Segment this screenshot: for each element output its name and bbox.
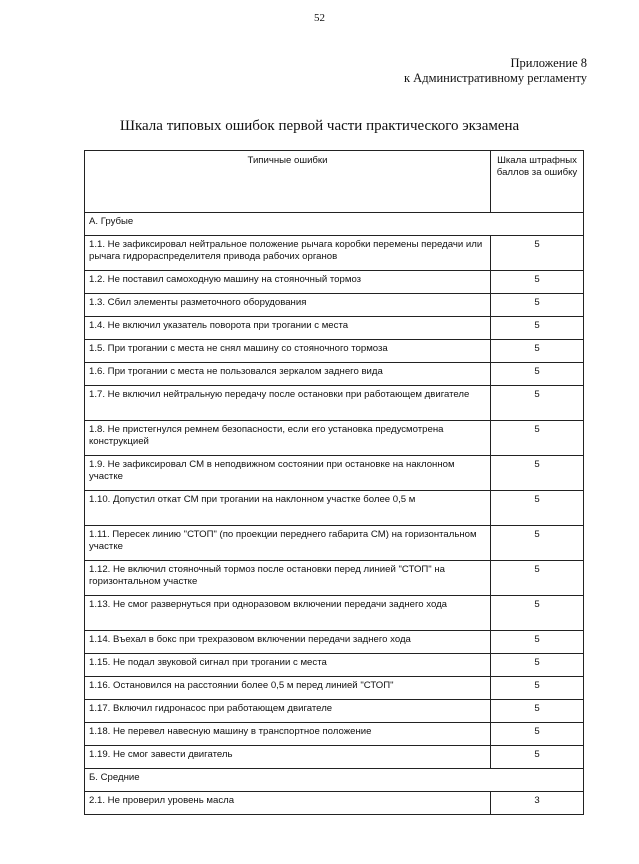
penalty-score: 5 [491, 456, 584, 491]
error-description: 1.3. Сбил элементы разметочного оборудования [85, 294, 491, 317]
header-errors: Типичные ошибки [85, 151, 491, 213]
table-row [85, 294, 584, 317]
error-description: 1.7. Не включил нейтральную передачу после остановки при работающем двигателе [85, 386, 491, 421]
error-description: 1.1. Не зафиксировал нейтральное положение рычага коробки перемены передачи или рычага гидрораспределителя привода рабочих органов [85, 236, 491, 271]
penalty-score: 5 [491, 746, 584, 769]
section-title: А. Грубые [85, 213, 584, 236]
error-description: 1.5. При трогании с места не снял машину со стояночного тормоза [85, 340, 491, 363]
penalty-score: 5 [491, 654, 584, 677]
table-row [85, 386, 584, 421]
table-row [85, 746, 584, 769]
error-description: 1.10. Допустил откат СМ при трогании на наклонном участке более 0,5 м [85, 491, 491, 526]
error-description: 1.17. Включил гидронасос при работающем двигателе [85, 700, 491, 723]
penalty-score: 5 [491, 677, 584, 700]
penalty-score: 3 [491, 792, 584, 815]
table-row [85, 340, 584, 363]
penalty-score: 5 [491, 526, 584, 561]
table-row [85, 596, 584, 631]
section-row [85, 769, 584, 792]
appendix-reference [404, 56, 587, 86]
error-description: 2.1. Не проверил уровень масла [85, 792, 491, 815]
error-description: 1.4. Не включил указатель поворота при трогании с места [85, 317, 491, 340]
table-row [85, 317, 584, 340]
error-description: 1.12. Не включил стояночный тормоз после остановки перед линией "СТОП" на горизонтальном участке [85, 561, 491, 596]
table-body [85, 213, 584, 815]
penalty-score: 5 [491, 491, 584, 526]
penalty-score: 5 [491, 363, 584, 386]
table-row [85, 363, 584, 386]
penalty-score: 5 [491, 700, 584, 723]
penalty-score: 5 [491, 271, 584, 294]
penalty-score: 5 [491, 317, 584, 340]
penalty-score: 5 [491, 294, 584, 317]
table-row [85, 723, 584, 746]
error-description: 1.8. Не пристегнулся ремнем безопасности, если его установка предусмотрена конструкцией [85, 421, 491, 456]
penalty-score: 5 [491, 421, 584, 456]
error-description: 1.14. Въехал в бокс при трехразовом включении передачи заднего хода [85, 631, 491, 654]
table-row [85, 421, 584, 456]
error-description: 1.15. Не подал звуковой сигнал при трогании с места [85, 654, 491, 677]
error-description: 1.19. Не смог завести двигатель [85, 746, 491, 769]
table-row [85, 677, 584, 700]
penalty-score: 5 [491, 631, 584, 654]
section-title: Б. Средние [85, 769, 584, 792]
penalty-score: 5 [491, 386, 584, 421]
error-description: 1.18. Не перевел навесную машину в транспортное положение [85, 723, 491, 746]
error-description: 1.2. Не поставил самоходную машину на стояночный тормоз [85, 271, 491, 294]
section-row [85, 213, 584, 236]
error-description: 1.9. Не зафиксировал СМ в неподвижном состоянии при остановке на наклонном участке [85, 456, 491, 491]
appendix-line-1: Приложение 8 [510, 56, 587, 70]
error-description: 1.6. При трогании с места не пользовался зеркалом заднего вида [85, 363, 491, 386]
table-row [85, 700, 584, 723]
error-description: 1.13. Не смог развернуться при одноразовом включении передачи заднего хода [85, 596, 491, 631]
table-row [85, 561, 584, 596]
table-row [85, 526, 584, 561]
penalty-score: 5 [491, 596, 584, 631]
table-row [85, 271, 584, 294]
header-penalty-score: Шкала штрафных баллов за ошибку [491, 151, 584, 213]
table-row [85, 236, 584, 271]
table-row [85, 792, 584, 815]
document-title: Шкала типовых ошибок первой части практического экзамена [119, 118, 520, 134]
penalty-score: 5 [491, 236, 584, 271]
error-description: 1.16. Остановился на расстоянии более 0,5 м перед линией "СТОП" [85, 677, 491, 700]
table-row [85, 491, 584, 526]
table-row [85, 654, 584, 677]
error-description: 1.11. Пересек линию "СТОП" (по проекции переднего габарита СМ) на горизонтальном участке [85, 526, 491, 561]
penalty-score: 5 [491, 340, 584, 363]
penalty-score: 5 [491, 723, 584, 746]
penalty-score: 5 [491, 561, 584, 596]
errors-table [84, 150, 584, 815]
table-row [85, 456, 584, 491]
table-row [85, 631, 584, 654]
appendix-line-2: к Административному регламенту [403, 71, 587, 85]
page-number: 52 [314, 12, 325, 24]
table-header-row [85, 151, 584, 213]
